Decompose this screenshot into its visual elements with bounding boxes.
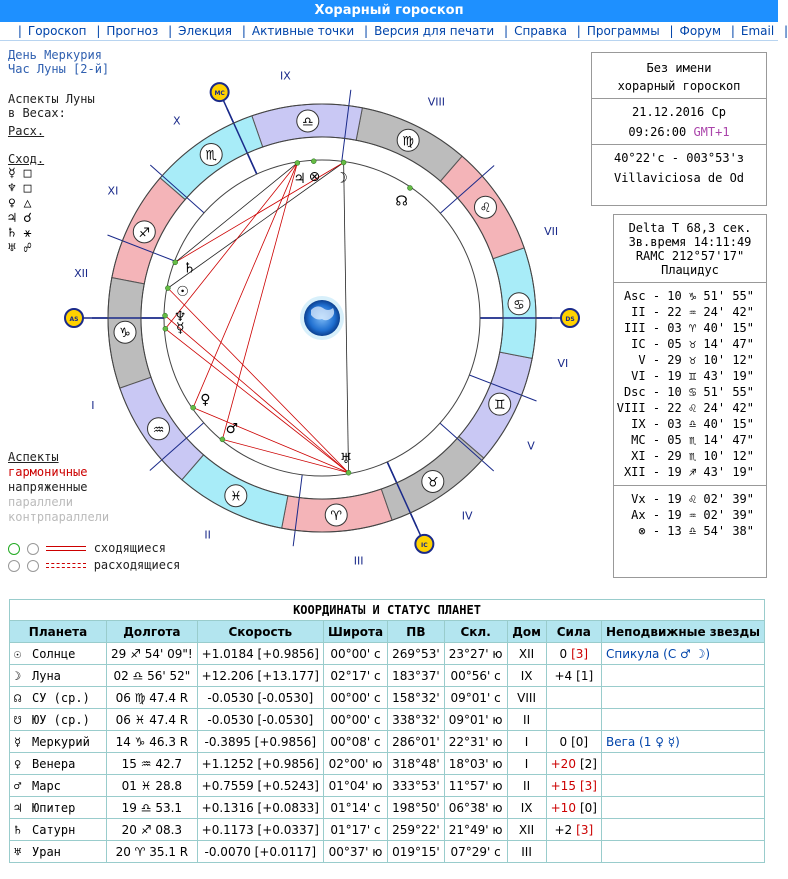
moon-aspects-title: Аспекты Луны: [8, 92, 95, 106]
power-value: +2: [554, 822, 573, 837]
ra-cell: 286°01': [388, 731, 445, 753]
ra-cell: 259°22': [388, 819, 445, 841]
house-cusp-row: VI - 19 ♊ 43' 19": [631, 369, 754, 383]
sign-glyph-icon: ♌: [479, 201, 492, 217]
converging-label[interactable]: Сход.: [8, 152, 45, 166]
nav-help[interactable]: Справка: [514, 24, 567, 38]
planet-cell[interactable]: [10, 797, 107, 819]
power-value: 0: [559, 734, 568, 749]
special-point-row: Ax - 19 ♒ 02' 39": [631, 508, 754, 522]
col-speed: Скорость: [197, 621, 323, 643]
planet-name: Уран: [32, 844, 61, 859]
house-cusp-row: VIII - 22 ♌ 24' 42": [616, 401, 754, 415]
planet-glyph-icon: ♃: [14, 800, 22, 815]
power-cell: [546, 797, 601, 819]
planet-glyph-icon: ☉: [14, 646, 22, 661]
planet-icon[interactable]: ♂: [225, 420, 239, 437]
horary-chart: [56, 52, 588, 582]
planet-dot: [191, 405, 196, 410]
chart-name: Без имени: [646, 61, 712, 75]
declination-cell: 21°49' ю: [444, 819, 507, 841]
power-cell: [546, 687, 601, 709]
power-cell: [546, 709, 601, 731]
status-value: [3]: [579, 778, 597, 793]
main-nav: | Гороскоп | Прогноз | Элекция | Активные точки | Версия для печати | Справка | Программы | Форум | Email |: [0, 22, 778, 41]
chart-coords: 40°22'с - 003°53'з: [613, 151, 745, 165]
planet-icon[interactable]: ♀: [200, 392, 211, 409]
house-number-label: VII: [544, 225, 559, 239]
fixed-star-cell[interactable]: [601, 819, 764, 841]
delta-t: Delta T 68,3 сек.: [628, 221, 752, 235]
longitude-cell: 06 ♍ 47.4 R: [107, 687, 198, 709]
latitude-cell: 01°14' с: [323, 797, 387, 819]
latitude-cell: 02°17' с: [323, 665, 387, 687]
table-row: [10, 665, 765, 687]
planet-glyph-icon: ♀: [14, 756, 22, 771]
declination-cell: 00°56' с: [444, 665, 507, 687]
sign-glyph-icon: ♓: [229, 489, 242, 505]
house-number-label: VIII: [427, 95, 446, 109]
planet-name: Венера: [32, 756, 76, 771]
chart-date: 21.12.2016 Ср: [632, 105, 726, 119]
grey-circle-icon: [8, 560, 20, 572]
house-number-label: IV: [461, 509, 473, 523]
planet-name: СУ (ср.): [32, 690, 90, 705]
declination-cell: 07°29' с: [444, 841, 507, 863]
planet-dot: [346, 470, 351, 475]
planet-cell[interactable]: [10, 775, 107, 797]
planet-name: Солнце: [32, 646, 76, 661]
planet-dot: [311, 159, 316, 164]
house-cusp-row: Dsc - 10 ♋ 51' 55": [623, 385, 754, 399]
moon-aspects-sign: в Весах:: [8, 106, 66, 120]
nav-election[interactable]: Элекция: [178, 24, 233, 38]
hour-ruler: Час Луны [2-й]: [8, 62, 110, 76]
planet-dot: [163, 313, 168, 318]
longitude-cell: 06 ♓ 47.4 R: [107, 709, 198, 731]
planet-icon[interactable]: ♄: [182, 260, 196, 277]
chart-time-row: [592, 125, 766, 139]
table-row: [10, 731, 765, 753]
longitude-cell: 20 ♈ 35.1 R: [107, 841, 198, 863]
house-number-label: V: [527, 439, 535, 453]
latitude-cell: 00°00' с: [323, 709, 387, 731]
house-cusp-row: XII - 19 ♐ 43' 19": [623, 465, 754, 479]
power-cell: [546, 643, 601, 665]
planet-icon[interactable]: ☊: [395, 193, 408, 210]
latitude-cell: 00°37' ю: [323, 841, 387, 863]
planet-cell[interactable]: [10, 643, 107, 665]
axis-badge-label: MC: [214, 90, 225, 98]
day-ruler: День Меркурия: [8, 48, 102, 62]
power-cell: [546, 841, 601, 863]
ra-cell: 318°48': [388, 753, 445, 775]
sign-glyph-icon: ♍: [402, 134, 415, 150]
planet-glyph-icon: ♂: [14, 778, 22, 793]
planet-icon[interactable]: ☿: [176, 320, 185, 337]
aspect-row: ♀ △: [8, 196, 32, 211]
planet-cell[interactable]: [10, 731, 107, 753]
legend-harmonic[interactable]: гармоничные: [8, 465, 88, 479]
planet-glyph-icon: ☽: [14, 668, 22, 683]
planet-name: Луна: [32, 668, 61, 683]
sign-glyph-icon: ♊: [493, 398, 506, 414]
legend-converging-label: сходящиеся: [93, 541, 166, 555]
speed-cell: +0.1173 [+0.0337]: [197, 819, 323, 841]
sign-glyph-icon: ♐: [138, 225, 151, 241]
planet-name: Меркурий: [32, 734, 90, 749]
house-number-label: XII: [74, 267, 89, 281]
house-cusp-row: XI - 29 ♏ 10' 12": [631, 449, 754, 463]
table-row: [10, 797, 765, 819]
planet-name: Марс: [32, 778, 61, 793]
nav-print-version[interactable]: Версия для печати: [374, 24, 495, 38]
planet-cell[interactable]: [10, 819, 107, 841]
nav-forum[interactable]: Форум: [679, 24, 721, 38]
house-number-label: X: [173, 114, 181, 128]
house-number-label: II: [204, 528, 211, 542]
table-row: [10, 753, 765, 775]
house-cusp-row: IX - 03 ♎ 40' 15": [631, 417, 754, 431]
aspect-row: ☿ □: [8, 166, 32, 181]
planet-dot: [173, 260, 178, 265]
house-cusp-row: IC - 05 ♉ 14' 47": [631, 337, 754, 351]
speed-cell: +0.1316 [+0.0833]: [197, 797, 323, 819]
planet-name: ЮУ (ср.): [32, 712, 90, 727]
fixed-star-cell[interactable]: [601, 797, 764, 819]
house-cusp-row: II - 22 ♒ 24' 42": [631, 305, 754, 319]
house-number-label: III: [353, 554, 364, 568]
status-value: [0]: [571, 734, 589, 749]
legend-tense[interactable]: напряженные: [8, 480, 88, 494]
status-value: [3]: [576, 822, 594, 837]
speed-cell: +12.206 [+13.177]: [197, 665, 323, 687]
longitude-cell: 01 ♓ 28.8: [107, 775, 198, 797]
nav-forecast[interactable]: Прогноз: [106, 24, 159, 38]
declination-cell: 09°01' ю: [444, 709, 507, 731]
house-cell: IX: [507, 797, 546, 819]
planet-cell[interactable]: [10, 687, 107, 709]
status-value: [1]: [576, 668, 594, 683]
latitude-cell: 00°08' с: [323, 731, 387, 753]
sign-glyph-icon: ♈: [330, 508, 343, 524]
ra-cell: 198°50': [388, 797, 445, 819]
nav-horoscope[interactable]: Гороскоп: [27, 24, 87, 38]
house-cusp-row: III - 03 ♈ 40' 15": [623, 321, 754, 335]
house-cell: VIII: [507, 687, 546, 709]
planet-cell[interactable]: [10, 841, 107, 863]
speed-cell: -0.3895 [+0.9856]: [197, 731, 323, 753]
sidereal-time: Зв.время 14:11:49: [628, 235, 752, 249]
table-caption: КООРДИНАТЫ И СТАТУС ПЛАНЕТ: [10, 600, 765, 621]
power-cell: [546, 753, 601, 775]
power-value: +10: [550, 800, 576, 815]
col-longitude: Долгота: [107, 621, 198, 643]
sign-glyph-icon: ♋: [513, 297, 525, 313]
house-cell: II: [507, 709, 546, 731]
ra-cell: 338°32': [388, 709, 445, 731]
planet-cell[interactable]: [10, 709, 107, 731]
axis-badge-label: AS: [69, 316, 79, 323]
planet-dot: [295, 160, 300, 165]
planet-icon[interactable]: ☽: [335, 170, 348, 187]
declination-cell: 06°38' ю: [444, 797, 507, 819]
fixed-star-cell[interactable]: [601, 709, 764, 731]
legend-diverging-label: расходящиеся: [93, 558, 181, 572]
col-planet: Планета: [10, 621, 107, 643]
col-latitude: Широта: [323, 621, 387, 643]
col-power: Сила: [546, 621, 601, 643]
table-row: [10, 819, 765, 841]
power-value: 0: [559, 646, 568, 661]
power-cell: [546, 665, 601, 687]
planet-icon[interactable]: ⊗: [308, 169, 321, 186]
col-declination: Скл.: [444, 621, 507, 643]
speed-cell: -0.0530 [-0.0530]: [197, 709, 323, 731]
longitude-cell: 29 ♐ 54' 09"!: [107, 643, 198, 665]
chart-gmt: GMT+1: [693, 125, 730, 139]
speed-cell: +1.0184 [+0.9856]: [197, 643, 323, 665]
ra-cell: 269°53': [388, 643, 445, 665]
chart-time: 09:26:00: [628, 125, 687, 139]
house-number-label: IX: [280, 69, 291, 83]
latitude-cell: 02°00' ю: [323, 753, 387, 775]
aspect-row: ♅ ☍: [8, 241, 32, 256]
planet-cell[interactable]: [10, 753, 107, 775]
table-row: [10, 841, 765, 863]
special-point-row: ⊗ - 13 ♎ 54' 38": [638, 524, 754, 538]
planet-icon[interactable]: ♆: [173, 308, 187, 325]
speed-cell: +0.7559 [+0.5243]: [197, 775, 323, 797]
power-value: +15: [550, 778, 576, 793]
houses-info-box: [613, 214, 767, 578]
planet-dot: [163, 326, 168, 331]
ra-cell: 183°37': [388, 665, 445, 687]
declination-cell: 18°03' ю: [444, 753, 507, 775]
grey-circle-icon: [27, 560, 39, 572]
legend-title: Аспекты: [8, 450, 59, 464]
house-cell: XII: [507, 643, 546, 665]
green-circle-icon: [8, 543, 20, 555]
house-cusp-row: Asc - 10 ♑ 51' 55": [623, 289, 754, 303]
speed-cell: -0.0070 [+0.0117]: [197, 841, 323, 863]
fixed-star-cell[interactable]: [601, 841, 764, 863]
house-cell: XII: [507, 819, 546, 841]
planet-icon[interactable]: ♅: [339, 450, 353, 467]
power-value: +4: [554, 668, 573, 683]
planet-icon[interactable]: ☉: [176, 283, 189, 300]
aspect-row: ♃ ☌: [8, 211, 32, 226]
ra-cell: 333°53': [388, 775, 445, 797]
col-ra: ПВ: [388, 621, 445, 643]
axis-badge-label: DS: [565, 316, 575, 323]
ra-cell: 019°15': [388, 841, 445, 863]
power-cell: [546, 775, 601, 797]
aspect-row: ♄ ⚹: [8, 226, 32, 241]
house-number-label: XI: [107, 184, 119, 198]
planet-glyph-icon: ♅: [14, 844, 22, 859]
declination-cell: 22°31' ю: [444, 731, 507, 753]
house-cell: IX: [507, 665, 546, 687]
planet-glyph-icon: ♄: [14, 822, 22, 837]
longitude-cell: 20 ♐ 08.3: [107, 819, 198, 841]
power-cell: [546, 731, 601, 753]
sign-glyph-icon: ♎: [301, 115, 314, 131]
fixed-star-cell[interactable]: [601, 687, 764, 709]
table-row: [10, 643, 765, 665]
power-value: +20: [550, 756, 576, 771]
ra-cell: 158°32': [388, 687, 445, 709]
table-row: [10, 687, 765, 709]
planet-status-table-wrap: [9, 599, 765, 863]
aspect-row: ♆ □: [8, 181, 32, 196]
col-fixed-stars: Неподвижные звезды: [601, 621, 764, 643]
planet-glyph-icon: ☊: [14, 690, 22, 705]
house-cell: II: [507, 775, 546, 797]
status-value: [3]: [571, 646, 589, 661]
status-value: [0]: [579, 800, 597, 815]
grey-circle-icon: [27, 543, 39, 555]
planet-dot: [165, 286, 170, 291]
longitude-cell: 15 ♒ 42.7: [107, 753, 198, 775]
page-header: Хорарный гороскоп: [0, 0, 778, 22]
planet-glyph-icon: ☿: [14, 734, 22, 749]
chart-type: хорарный гороскоп: [617, 79, 741, 93]
power-cell: [546, 819, 601, 841]
longitude-cell: 19 ♎ 53.1: [107, 797, 198, 819]
planet-cell[interactable]: [10, 665, 107, 687]
declination-cell: 23°27' ю: [444, 643, 507, 665]
speed-cell: +1.1252 [+0.9856]: [197, 753, 323, 775]
longitude-cell: 14 ♑ 46.3 R: [107, 731, 198, 753]
house-cell: III: [507, 841, 546, 863]
sign-glyph-icon: ♒: [152, 422, 165, 438]
planet-name: Сатурн: [32, 822, 76, 837]
chart-info-box: [591, 52, 767, 206]
fixed-star-cell[interactable]: Спикула (С ♂ ☽): [601, 643, 764, 665]
nav-email[interactable]: Email: [740, 24, 775, 38]
planet-dot: [341, 160, 346, 165]
status-value: [2]: [579, 756, 597, 771]
latitude-cell: 01°17' с: [323, 819, 387, 841]
nav-active-points[interactable]: Активные точки: [251, 24, 355, 38]
house-system: Плацидус: [661, 263, 719, 277]
diverging-label[interactable]: Расх.: [8, 124, 45, 138]
planet-glyph-icon: ☋: [14, 712, 22, 727]
sign-glyph-icon: ♏: [205, 148, 218, 164]
axis-badge-label: IC: [421, 541, 428, 549]
declination-cell: 11°57' ю: [444, 775, 507, 797]
table-row: [10, 775, 765, 797]
speed-cell: -0.0530 [-0.0530]: [197, 687, 323, 709]
planet-dot: [220, 437, 225, 442]
house-cell: I: [507, 731, 546, 753]
table-row: [10, 709, 765, 731]
planet-dot: [407, 185, 412, 190]
col-house: Дом: [507, 621, 546, 643]
fixed-star-cell[interactable]: Вега (1 ♀ ☿): [601, 731, 764, 753]
longitude-cell: 02 ♎ 56' 52": [107, 665, 198, 687]
latitude-cell: 01°04' ю: [323, 775, 387, 797]
sign-glyph-icon: ♉: [426, 475, 439, 491]
chart-place: Villaviciosa de Od: [613, 171, 745, 185]
latitude-cell: 00°00' с: [323, 687, 387, 709]
planet-status-table: [9, 599, 765, 863]
special-point-row: Vx - 19 ♌ 02' 39": [631, 492, 754, 506]
planet-name: Юпитер: [32, 800, 76, 815]
planet-icon[interactable]: ♃: [293, 170, 306, 187]
house-cusp-row: MC - 05 ♏ 14' 47": [631, 433, 754, 447]
house-cell: I: [507, 753, 546, 775]
fixed-star-cell[interactable]: [601, 753, 764, 775]
legend-parallels[interactable]: параллели: [8, 495, 74, 509]
house-number-label: I: [91, 398, 95, 412]
house-cusp-row: V - 29 ♉ 10' 12": [638, 353, 754, 367]
house-number-label: VI: [557, 356, 569, 370]
nav-programs[interactable]: Программы: [586, 24, 660, 38]
ramc: RAMC 212°57'17": [635, 249, 745, 263]
legend-contraparallels[interactable]: контрпараллели: [8, 510, 110, 524]
latitude-cell: 00°00' с: [323, 643, 387, 665]
declination-cell: 09°01' с: [444, 687, 507, 709]
fixed-star-cell[interactable]: [601, 775, 764, 797]
sign-glyph-icon: ♑: [119, 326, 131, 342]
fixed-star-cell[interactable]: [601, 665, 764, 687]
